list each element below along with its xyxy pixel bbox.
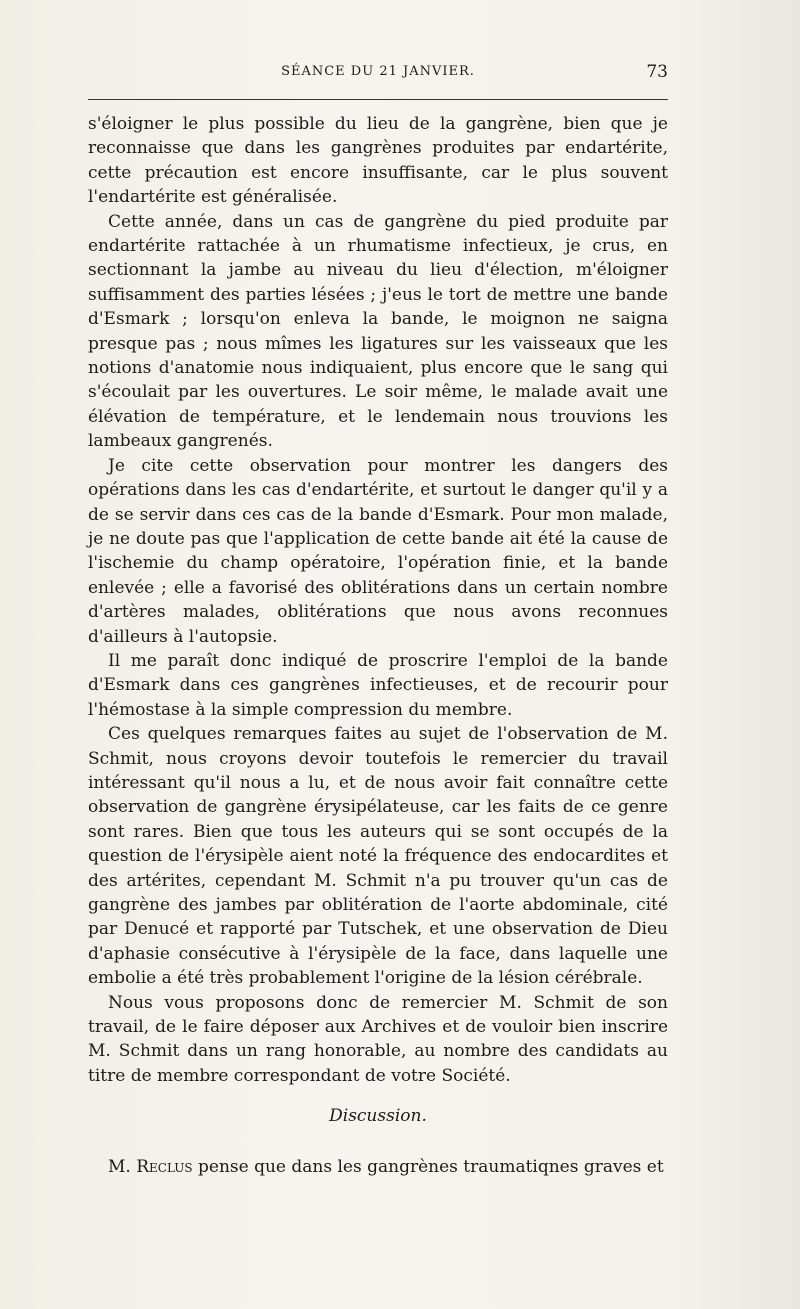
paragraph-1: s'éloigner le plus possible du lieu de la gangrène, bien que je reconnaisse que dans les gangrènes produites par endartérite, cette précaution est encore insuffisante, car le plus souvent l'endartérite est généralisée. [88,114,668,208]
paragraph-3: Je cite cette observation pour montrer les dangers des opérations dans les cas d'endartérite, et surtout le danger qu'il y a de se servir dans ces cas de la bande d'Esmark. Pour mon malade, je ne doute pas que l'application de cette bande ait été la cause de l'ischemie du champ opératoire, l'opération finie, et la bande enlevée ; elle a favorisé des oblitérations dans un certain nombre d'artères malades, oblitérations que nous avons reconnues d'ailleurs à l'autopsie. [88,455,668,647]
paragraph-4: Il me paraît donc indiqué de proscrire l'emploi de la bande d'Esmark dans ces gangrènes infectieuses, et de recourir pour l'hémostase à la simple compression du membre. [88,650,668,720]
page-number: 73 [646,62,668,82]
body-text [88,112,668,1088]
header-rule [88,99,668,100]
discussion-paragraph [88,1155,668,1179]
section-heading: Discussion. [329,1106,427,1126]
discussion-text-content: pense que dans les gangrènes traumatiqnes graves et [192,1157,664,1177]
discussion-text [88,1155,668,1179]
paragraph-5: Ces quelques remarques faites au sujet de l'observation de M. Schmit, nous croyons devoir toutefois le remercier du travail intéressant qu'il nous a lu, et de nous avoir fait connaître cette observation de gangrène érysipélateuse, car les faits de ce genre sont rares. Bien que tous les auteurs qui se sont occupés de la question de l'érysipèle aient noté la fréquence des endocardites et des artérites, cependant M. Schmit n'a pu trouver qu'un cas de gangrène des jambes par oblitération de l'aorte abdominale, cité par Denucé et rapporté par Tutschek, et une observation de Dieu d'aphasie consécutive à l'érysipèle de la face, dans laquelle une embolie a été très probablement l'origine de la lésion cérébrale. [88,724,668,989]
paragraph-2: Cette année, dans un cas de gangrène du pied produite par endartérite rattachée à un rhumatisme infectieux, je crus, en sectionnant la jambe au niveau du lieu d'élection, m'éloigner suffisamment des parties lésées ; j'eus le tort de mettre une bande d'Esmark ; lorsqu'on enleva la bande, le moignon ne saigna presque pas ; nous mîmes les ligatures sur les vaisseaux que les notions d'anatomie nous indiquaient, plus encore que le sang qui s'écoulait par les ouvertures. Le soir même, le malade avait une élévation de température, et le lendemain nous trouvions les lambeaux gangrenés. [88,211,668,452]
speaker-name: M. Reclus [108,1157,193,1177]
running-head: SÉANCE DU 21 JANVIER. [281,64,475,79]
page-header [88,62,668,90]
paragraph-6: Nous vous proposons donc de remercier M. Schmit de son travail, de le faire déposer aux Archives et de vouloir bien inscrire M. Schmit dans un rang honorable, au nombre des candidats au titre de membre correspondant de votre Société. [88,992,668,1086]
